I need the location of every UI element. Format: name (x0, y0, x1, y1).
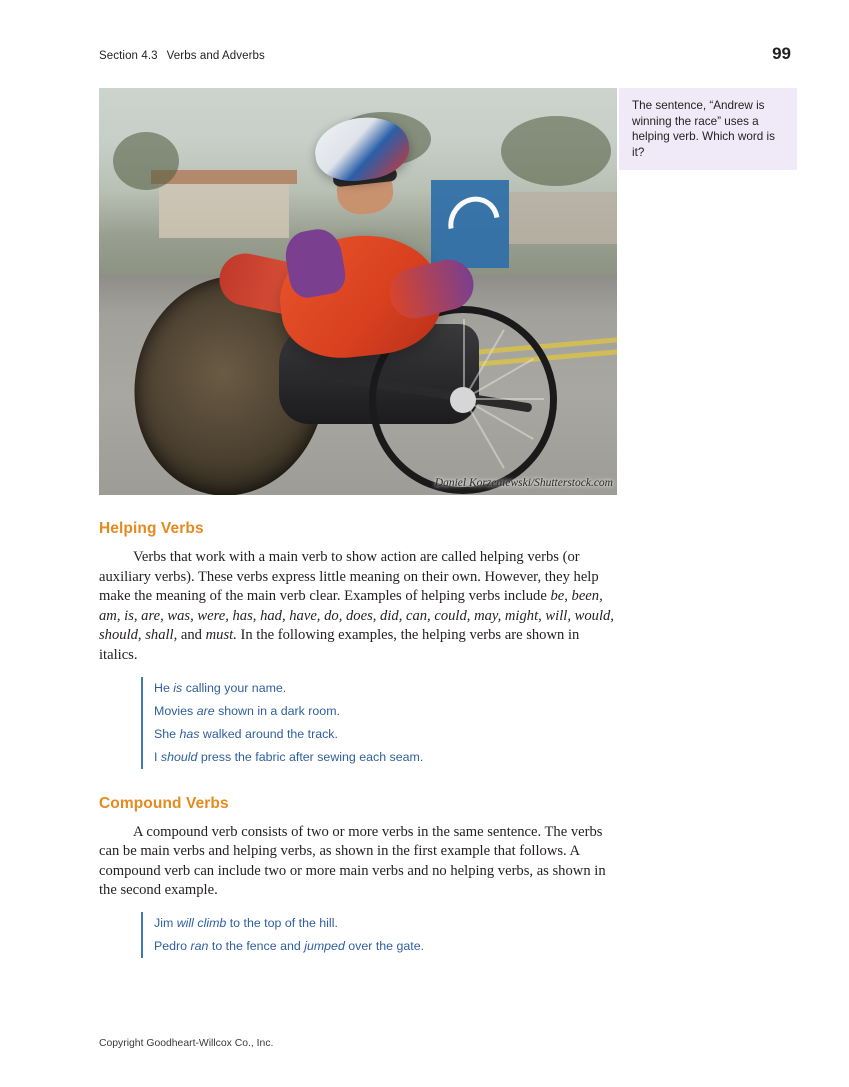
example-after: to the fence and (208, 938, 305, 953)
section-title: Verbs and Adverbs (166, 50, 265, 62)
photo-palm-3 (501, 116, 611, 186)
example-sentence (154, 723, 617, 746)
examples-helping-verbs (141, 677, 617, 769)
example-before: Pedro (154, 938, 191, 953)
para-text-c: In the following examples, the helping verbs are shown in italics. (99, 627, 580, 663)
photo-road-sign (431, 180, 509, 268)
example-verb: has (179, 726, 200, 741)
photo-credit: Daniel Korzeniewski/Shutterstock.com (434, 477, 613, 489)
photo-palm-1 (113, 132, 179, 190)
example-verb: will climb (176, 915, 227, 930)
example-verb: is (173, 680, 183, 695)
para-text-b: and (177, 627, 206, 644)
example-after-2: over the gate. (344, 938, 425, 953)
section-label (99, 50, 265, 62)
example-sentence (154, 935, 617, 958)
example-after: to the top of the hill. (226, 915, 338, 930)
para-text-a: Verbs that work with a main verb to show action are called helping verbs (or auxiliary verbs). These verbs express little meaning on their own. However, they help make the meaning of the main verb clear. Examples of helping verbs include (99, 549, 599, 605)
example-verb: should (160, 749, 198, 764)
example-after: calling your name. (182, 680, 287, 695)
photo-building (159, 180, 289, 238)
paragraph-helping-verbs (99, 548, 617, 666)
helping-verb-must: must. (205, 627, 237, 644)
example-before: Movies (154, 703, 197, 718)
article-body (99, 520, 617, 958)
running-head (99, 44, 791, 64)
wheelchair-racer-photo (99, 88, 617, 495)
example-before: Jim (154, 915, 177, 930)
example-sentence (154, 677, 617, 700)
example-after: press the fabric after sewing each seam. (197, 749, 424, 764)
example-before: She (154, 726, 180, 741)
example-after: shown in a dark room. (214, 703, 340, 718)
callout-text: The sentence, “Andrew is winning the race” uses a helping verb. Which word is it? (632, 99, 775, 159)
example-verb: are (196, 703, 215, 718)
example-sentence (154, 746, 617, 769)
side-callout-box (619, 88, 797, 170)
helping-verb-list: be, been, am, is, are, was, were, has, had, have, do, does, did, can, could, may, might, will, would, should, shall, (99, 588, 614, 644)
examples-compound-verbs (141, 912, 617, 958)
heading-compound-verbs: Compound Verbs (99, 794, 229, 812)
example-sentence (154, 700, 617, 723)
copyright-footer: Copyright Goodheart-Willcox Co., Inc. (99, 1038, 274, 1049)
section-number: Section 4.3 (99, 50, 158, 62)
example-sentence (154, 912, 617, 935)
example-after: walked around the track. (199, 726, 338, 741)
page-number: 99 (772, 44, 791, 63)
photo-building-2 (509, 192, 617, 244)
example-before: He (154, 680, 174, 695)
example-before: I (154, 749, 161, 764)
paragraph-compound-verbs: A compound verb consists of two or more verbs in the same sentence. The verbs can be main verbs and helping verbs, as shown in the first example that follows. A compound verb can include two or more main verbs and no helping verbs, as shown in the second example. (99, 823, 606, 899)
example-verb-2: jumped (304, 938, 345, 953)
heading-helping-verbs: Helping Verbs (99, 520, 204, 537)
example-verb: ran (190, 938, 209, 953)
